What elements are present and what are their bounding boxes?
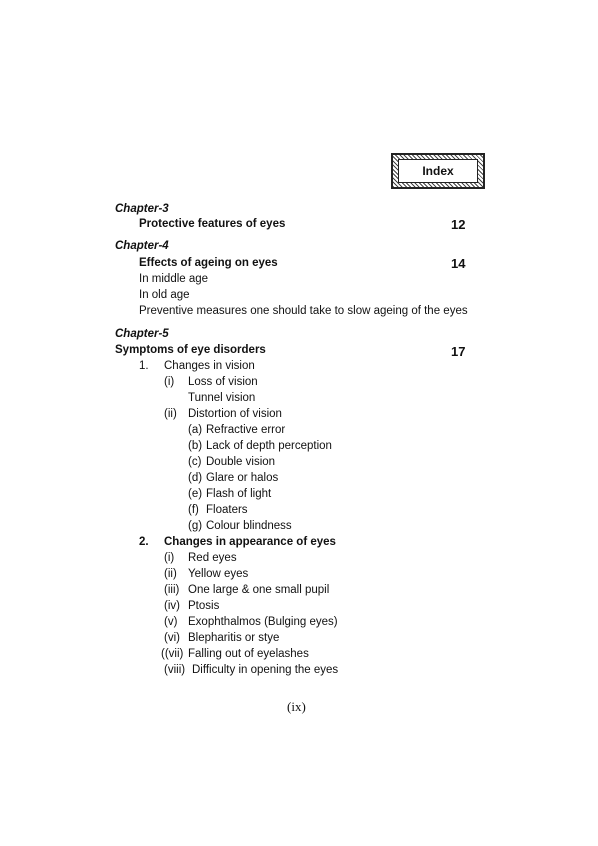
list-item-label: (i) xyxy=(164,376,175,388)
list-item-label: ((vii) xyxy=(161,648,184,660)
sub-item: Refractive error xyxy=(206,424,286,436)
list-item: Loss of vision xyxy=(188,376,258,388)
list-item: Difficulty in opening the eyes xyxy=(192,664,339,676)
sub-item: Flash of light xyxy=(206,488,272,500)
chapter-5-title: Symptoms of eye disorders xyxy=(115,344,266,356)
sub-item-label: (a) xyxy=(188,424,203,436)
sub-item: Double vision xyxy=(206,456,276,468)
sub-item-label: (b) xyxy=(188,440,203,452)
chapter-4-heading: Chapter-4 xyxy=(115,240,169,252)
chapter-4-item: In old age xyxy=(139,289,190,301)
list-item: Red eyes xyxy=(188,552,237,564)
chapter-5-heading: Chapter-5 xyxy=(115,328,169,340)
section-title: Changes in vision xyxy=(164,360,255,372)
list-item: Ptosis xyxy=(188,600,220,612)
chapter-4-item: Preventive measures one should take to slow ageing of the eyes xyxy=(139,305,468,317)
chapter-3-heading: Chapter-3 xyxy=(115,203,169,215)
sub-item: Lack of depth perception xyxy=(206,440,332,452)
sub-item-label: (d) xyxy=(188,472,203,484)
list-item: Falling out of eyelashes xyxy=(188,648,309,660)
section-number: 2. xyxy=(139,536,149,548)
sub-item: Glare or halos xyxy=(206,472,279,484)
sub-item: Floaters xyxy=(206,504,248,516)
sub-item-label: (f) xyxy=(188,504,199,516)
list-item: One large & one small pupil xyxy=(188,584,330,596)
page-number: (ix) xyxy=(287,699,306,714)
list-item-label: (ii) xyxy=(164,408,177,420)
list-item-label: (vi) xyxy=(164,632,180,644)
sub-item-label: (e) xyxy=(188,488,203,500)
chapter-4-page: 14 xyxy=(451,256,466,271)
chapter-3-page: 12 xyxy=(451,217,466,232)
list-item-label: (ii) xyxy=(164,568,177,580)
list-item-label: (viii) xyxy=(164,664,186,676)
index-title: Index xyxy=(398,159,478,183)
list-item-label: (iv) xyxy=(164,600,180,612)
list-item: Blepharitis or stye xyxy=(188,632,280,644)
list-item: Yellow eyes xyxy=(188,568,249,580)
sub-item: Colour blindness xyxy=(206,520,292,532)
chapter-3-title: Protective features of eyes xyxy=(139,218,286,230)
list-item: Exophthalmos (Bulging eyes) xyxy=(188,616,338,628)
list-item: Distortion of vision xyxy=(188,408,282,420)
sub-item-label: (g) xyxy=(188,520,203,532)
chapter-4-item: In middle age xyxy=(139,273,209,285)
list-item-label: (i) xyxy=(164,552,175,564)
list-item-label: (v) xyxy=(164,616,178,628)
list-item: Tunnel vision xyxy=(188,392,256,404)
index-title-box xyxy=(391,153,485,189)
section-number: 1. xyxy=(139,360,149,372)
chapter-4-title: Effects of ageing on eyes xyxy=(139,257,278,269)
list-item-label: (iii) xyxy=(164,584,180,596)
chapter-5-page: 17 xyxy=(451,344,466,359)
section-title: Changes in appearance of eyes xyxy=(164,536,336,548)
sub-item-label: (c) xyxy=(188,456,202,468)
